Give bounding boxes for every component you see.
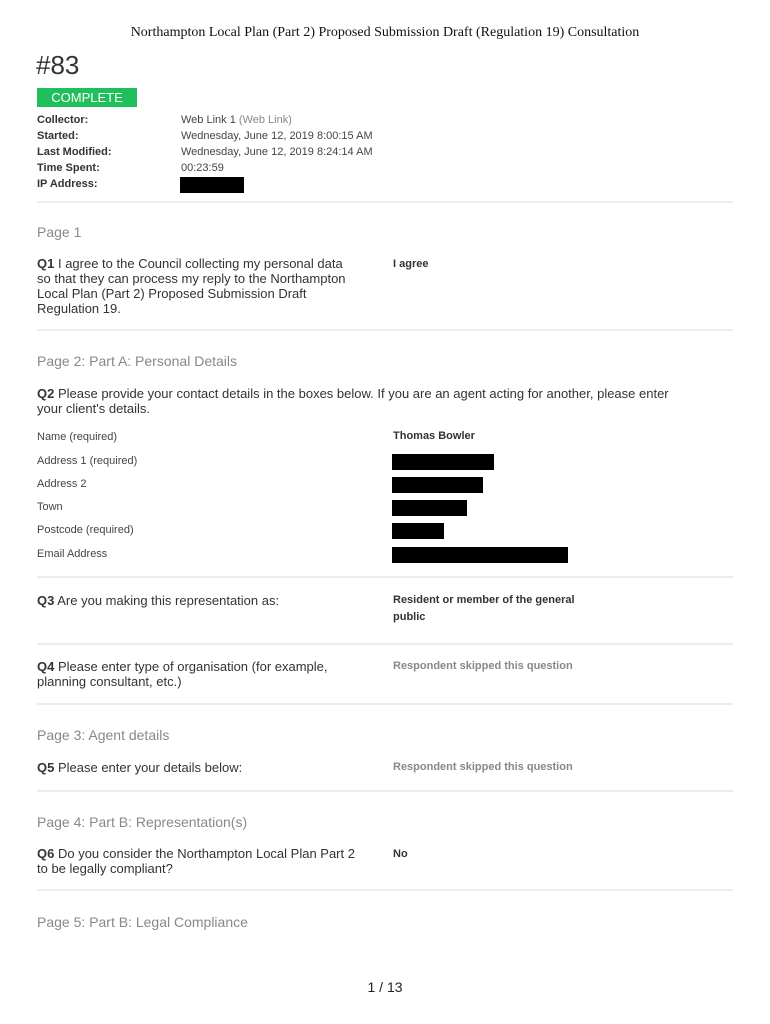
- page-5-heading: Page 5: Part B: Legal Compliance: [37, 914, 248, 930]
- started-value: Wednesday, June 12, 2019 8:00:15 AM: [181, 130, 373, 142]
- q1-question: Q1 I agree to the Council collecting my personal data so that they can process my reply to the Northampton Local Plan (Part 2) Proposed Submission Draft Regulation 19.: [37, 256, 346, 316]
- field-label-town: Town: [37, 501, 63, 513]
- collector-value: Web Link 1 (Web Link): [181, 114, 292, 126]
- page-2-heading: Page 2: Part A: Personal Details: [37, 353, 237, 369]
- page-1-heading: Page 1: [37, 224, 82, 240]
- q4-question: Q4 Please enter type of organisation (for example, planning consultant, etc.): [37, 659, 328, 689]
- q4-answer: Respondent skipped this question: [393, 660, 573, 672]
- q6-question: Q6 Do you consider the Northampton Local Plan Part 2 to be legally compliant?: [37, 846, 355, 876]
- q2-question: Q2 Please provide your contact details in the boxes below. If you are an agent acting for another, please enter your client's details.: [37, 386, 669, 416]
- email-redaction: [392, 547, 568, 563]
- collector-label: Collector:: [37, 114, 89, 126]
- field-label-name: Name (required): [37, 431, 118, 443]
- divider: [37, 643, 733, 645]
- field-label-email: Email Address: [37, 548, 108, 560]
- status-badge: COMPLETE: [37, 88, 137, 107]
- postcode-redaction: [392, 523, 444, 539]
- started-label: Started:: [37, 130, 79, 142]
- last-modified-value: Wednesday, June 12, 2019 8:24:14 AM: [181, 146, 373, 158]
- time-spent-value: 00:23:59: [181, 162, 224, 174]
- q3-answer: Resident or member of the general public: [393, 594, 575, 623]
- q3-question: Q3 Are you making this representation as:: [37, 593, 280, 608]
- field-label-address-1: Address 1 (required): [37, 455, 138, 467]
- address-1-redaction: [392, 454, 494, 470]
- response-number: #83: [36, 50, 80, 80]
- field-value-name: Thomas Bowler: [393, 430, 475, 442]
- page-4-heading: Page 4: Part B: Representation(s): [37, 814, 248, 830]
- last-modified-label: Last Modified:: [37, 146, 112, 158]
- q5-question: Q5 Please enter your details below:: [37, 760, 243, 775]
- divider: [37, 576, 733, 578]
- q5-answer: Respondent skipped this question: [393, 761, 573, 773]
- divider: [37, 790, 733, 792]
- page-3-heading: Page 3: Agent details: [37, 727, 170, 743]
- divider: [37, 201, 733, 203]
- ip-address-redaction: [180, 177, 244, 193]
- q1-answer: I agree: [393, 258, 429, 270]
- ip-address-label: IP Address:: [37, 178, 98, 190]
- field-label-postcode: Postcode (required): [37, 524, 134, 536]
- divider: [37, 703, 733, 705]
- time-spent-label: Time Spent:: [37, 162, 100, 174]
- document-title: Northampton Local Plan (Part 2) Proposed Submission Draft (Regulation 19) Consultation: [130, 25, 640, 40]
- divider: [37, 889, 733, 891]
- town-redaction: [392, 500, 467, 516]
- field-label-address-2: Address 2: [37, 478, 87, 490]
- divider: [37, 329, 733, 331]
- page-indicator: 1 / 13: [367, 979, 403, 995]
- q6-answer: No: [393, 848, 408, 860]
- address-2-redaction: [392, 477, 483, 493]
